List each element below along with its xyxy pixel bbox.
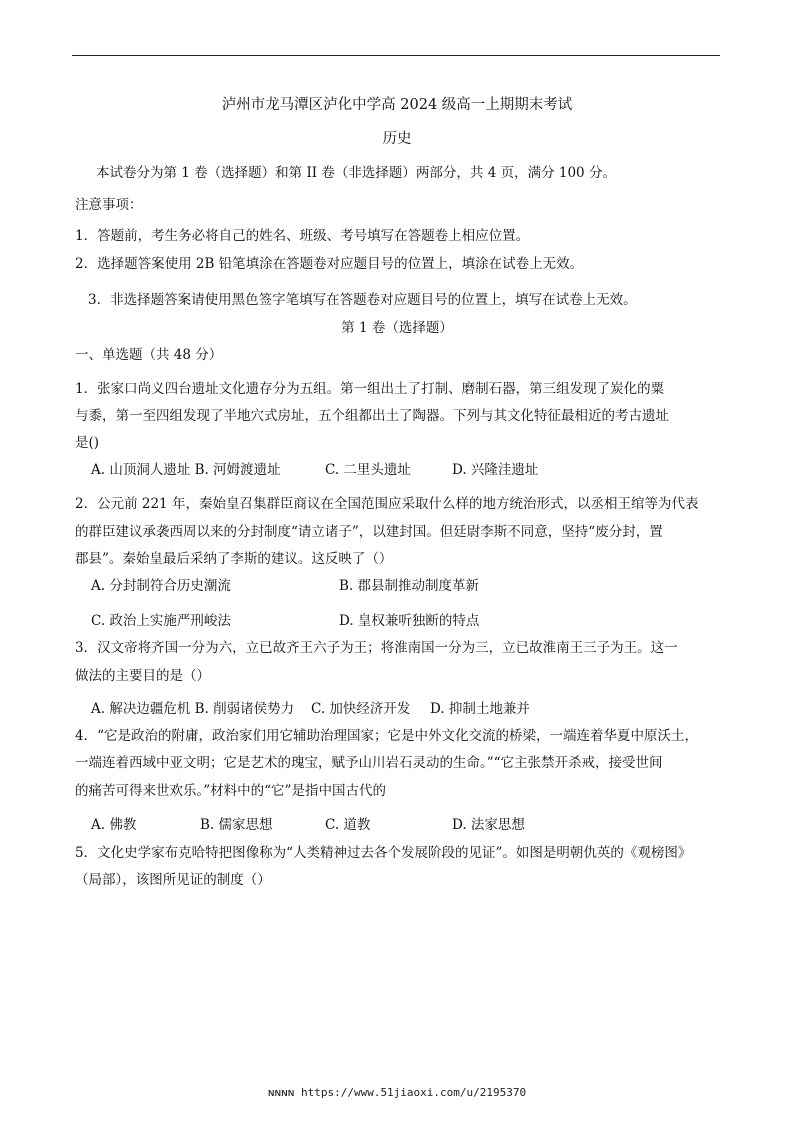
question-1-option: C. 二里头遗址 — [325, 462, 411, 478]
exam-title: 泸州市龙马潭区泸化中学高 2024 级高一上期期末考试 — [221, 97, 573, 113]
question-4-option: D. 法家思想 — [452, 817, 525, 833]
question-2-option: D. 皇权兼听独断的特点 — [339, 613, 480, 629]
question-1-line: 与黍，第一至四组发现了半地穴式房址，五个组都出土了陶器。下列与其文化特征最相近的考古遗址 — [75, 408, 669, 424]
question-5-line: （局部），该图所见证的制度（） — [75, 872, 271, 888]
question-3-option: C. 加快经济开发 — [311, 701, 411, 717]
question-4-option: C. 道教 — [325, 817, 371, 833]
question-3-option: D. 抑制土地兼并 — [430, 701, 530, 717]
footer-source — [0, 1086, 794, 1099]
question-3-line: 3．汉文帝将齐国一分为六，立已故齐王六子为王；将淮南国一分为三，立已故淮南王三子为王。这一 — [75, 640, 678, 656]
question-4-option: A. 佛教 — [91, 817, 137, 833]
question-3-option: A. 解决边疆危机 B. 削弱诸侯势力 — [91, 701, 295, 717]
question-1-option: A. 山顶洞人遗址 B. 河姆渡遗址 — [91, 462, 281, 478]
question-2-line: 2．公元前 221 年，秦始皇召集群臣商议在全国范围应采取什么样的地方统治形式，以丞相王绾等为代表 — [75, 496, 699, 512]
footer-url[interactable]: https://www.51jiaoxi.com/u/2195370 — [300, 1086, 527, 1099]
part-heading: 一、单选题（共 48 分） — [75, 347, 223, 363]
question-4-option: B. 儒家思想 — [200, 817, 273, 833]
question-2-line: 郡县”。秦始皇最后采纳了李斯的建议。这反映了（） — [75, 551, 393, 567]
question-1-line: 1．张家口尚义四台遗址文化遗存分为五组。第一组出土了打制、磨制石器，第三组发现了炭化的粟 — [75, 381, 665, 397]
footer-watermark: ɴɴɴɴ — [267, 1086, 295, 1099]
header-rule — [72, 55, 720, 56]
question-2-option: C. 政治上实施严刑峻法 — [91, 613, 231, 629]
question-2-line: 的群臣建议承袭西周以来的分封制度“请立诸子”，以建封国。但廷尉李斯不同意，坚持“废分封，置 — [75, 524, 663, 540]
question-1-line: 是() — [75, 435, 100, 451]
question-2-option: B. 郡县制推动制度革新 — [339, 578, 480, 594]
note-item: 2．选择题答案使用 2B 铅笔填涂在答题卷对应题目号的位置上，填涂在试卷上无效。 — [75, 256, 584, 272]
subject-title: 历史 — [382, 131, 412, 147]
section-title: 第 1 卷（选择题） — [341, 320, 453, 336]
question-2-option: A. 分封制符合历史潮流 — [91, 578, 231, 594]
question-3-line: 做法的主要目的是（） — [75, 668, 210, 684]
note-item: 3．非选择题答案请使用黑色签字笔填写在答题卷对应题目号的位置上，填写在试卷上无效。 — [88, 292, 637, 308]
notes-heading: 注意事项： — [75, 197, 143, 213]
exam-description: 本试卷分为第 1 卷（选择题）和第 II 卷（非选择题）两部分，共 4 页，满分 100 分。 — [96, 165, 616, 181]
question-4-line: 一端连着西域中亚文明；它是艺术的瑰宝，赋予山川岩石灵动的生命。”“它主张禁开杀戒，接受世间 — [75, 755, 663, 771]
question-4-line: 4．“它是政治的附庸，政治家们用它辅助治理国家；它是中外文化交流的桥梁，一端连着华夏中原沃土， — [75, 728, 698, 744]
question-1-option: D. 兴隆洼遗址 — [452, 462, 539, 478]
note-item: 1．答题前，考生务必将自己的姓名、班级、考号填写在答题卷上相应位置。 — [75, 228, 530, 244]
question-5-line: 5．文化史学家布克哈特把图像称为“人类精神过去各个发展阶段的见证”。如图是明朝仇英的《观榜图》 — [75, 845, 692, 861]
question-4-line: 的痛苦可得来世欢乐。”材料中的“它”是指中国古代的 — [75, 783, 386, 799]
